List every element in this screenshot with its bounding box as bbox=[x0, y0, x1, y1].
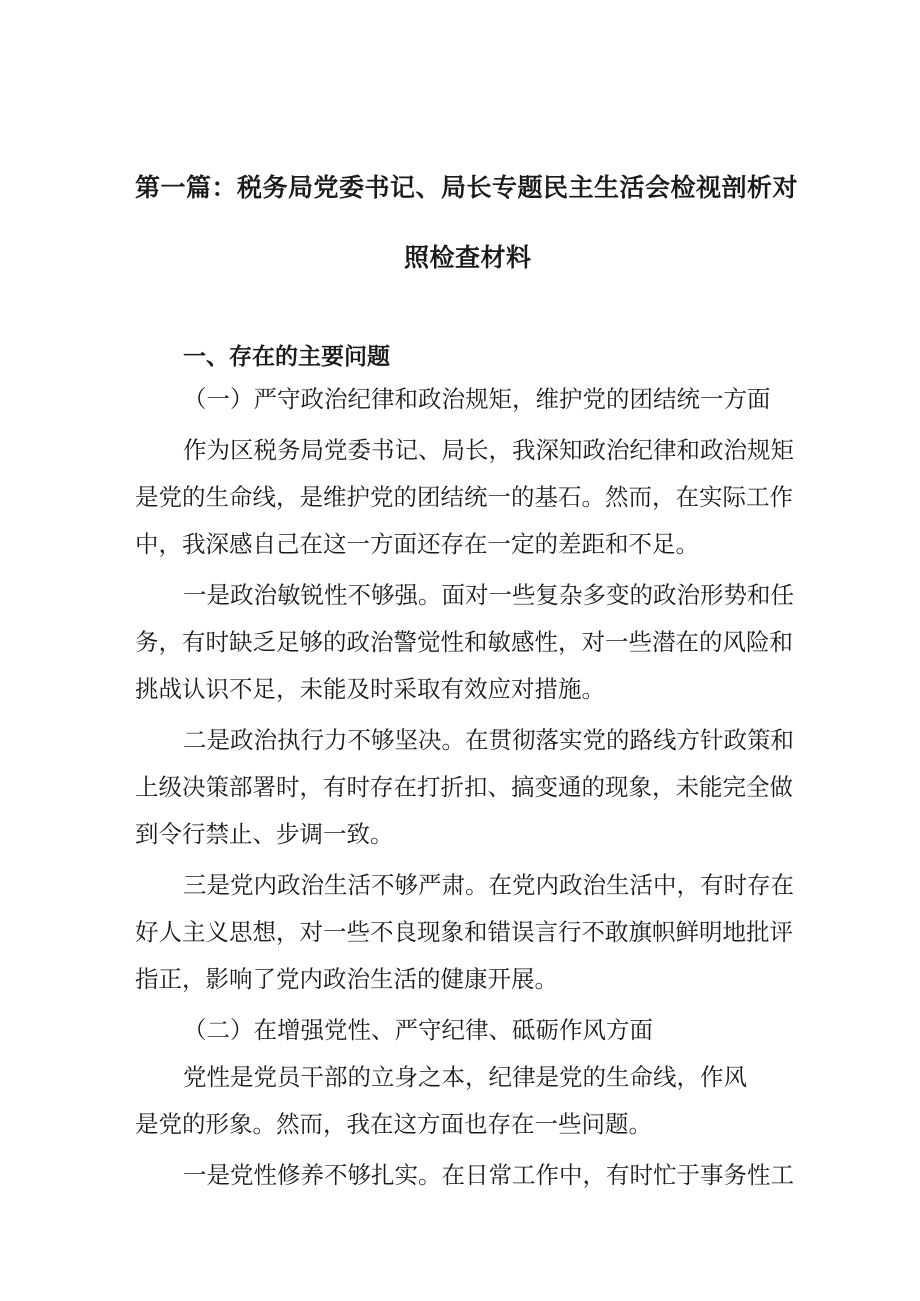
paragraph-line: 一是党性修养不够扎实。在日常工作中，有时忙于事务性工 bbox=[183, 1161, 794, 1189]
paragraph-line: 到令行禁止、步调一致。 bbox=[135, 820, 394, 848]
paragraph-line: 是党的生命线，是维护党的团结统一的基石。然而，在实际工作 bbox=[135, 483, 793, 511]
paragraph-line: 二是政治执行力不够坚决。在贯彻落实党的路线方针政策和 bbox=[183, 726, 794, 754]
paragraph-line: 作为区税务局党委书记、局长，我深知政治纪律和政治规矩 bbox=[183, 436, 794, 464]
document-title-line-1: 第一篇：税务局党委书记、局长专题民主生活会检视剖析对 bbox=[135, 173, 799, 202]
paragraph-line: 中，我深感自己在这一方面还存在一定的差距和不足。 bbox=[135, 530, 699, 558]
paragraph-line: 好人主义思想，对一些不良现象和错误言行不敢旗帜鲜明地批评 bbox=[135, 918, 793, 946]
document-title-line-2: 照检查材料 bbox=[404, 243, 532, 272]
paragraph-line: 指正，影响了党内政治生活的健康开展。 bbox=[135, 965, 558, 993]
paragraph-line: 是党的形象。然而，我在这方面也存在一些问题。 bbox=[135, 1110, 652, 1138]
paragraph-line: 一是政治敏锐性不够强。面对一些复杂多变的政治形势和任 bbox=[183, 581, 794, 609]
paragraph-line: 挑战认识不足，未能及时采取有效应对措施。 bbox=[135, 675, 605, 703]
paragraph-line: 上级决策部署时，有时存在打折扣、搞变通的现象，未能完全做 bbox=[135, 773, 793, 801]
subsection-heading-2: （二）在增强党性、严守纪律、砥砺作风方面 bbox=[183, 1016, 653, 1044]
paragraph-line: 党性是党员干部的立身之本，纪律是党的生命线，作风 bbox=[183, 1063, 747, 1091]
section-heading: 一、存在的主要问题 bbox=[183, 344, 390, 370]
subsection-heading-1: （一）严守政治纪律和政治规矩，维护党的团结统一方面 bbox=[183, 385, 771, 413]
paragraph-line: 三是党内政治生活不够严肃。在党内政治生活中，有时存在 bbox=[183, 871, 794, 899]
paragraph-line: 务，有时缺乏足够的政治警觉性和敏感性，对一些潜在的风险和 bbox=[135, 628, 793, 656]
